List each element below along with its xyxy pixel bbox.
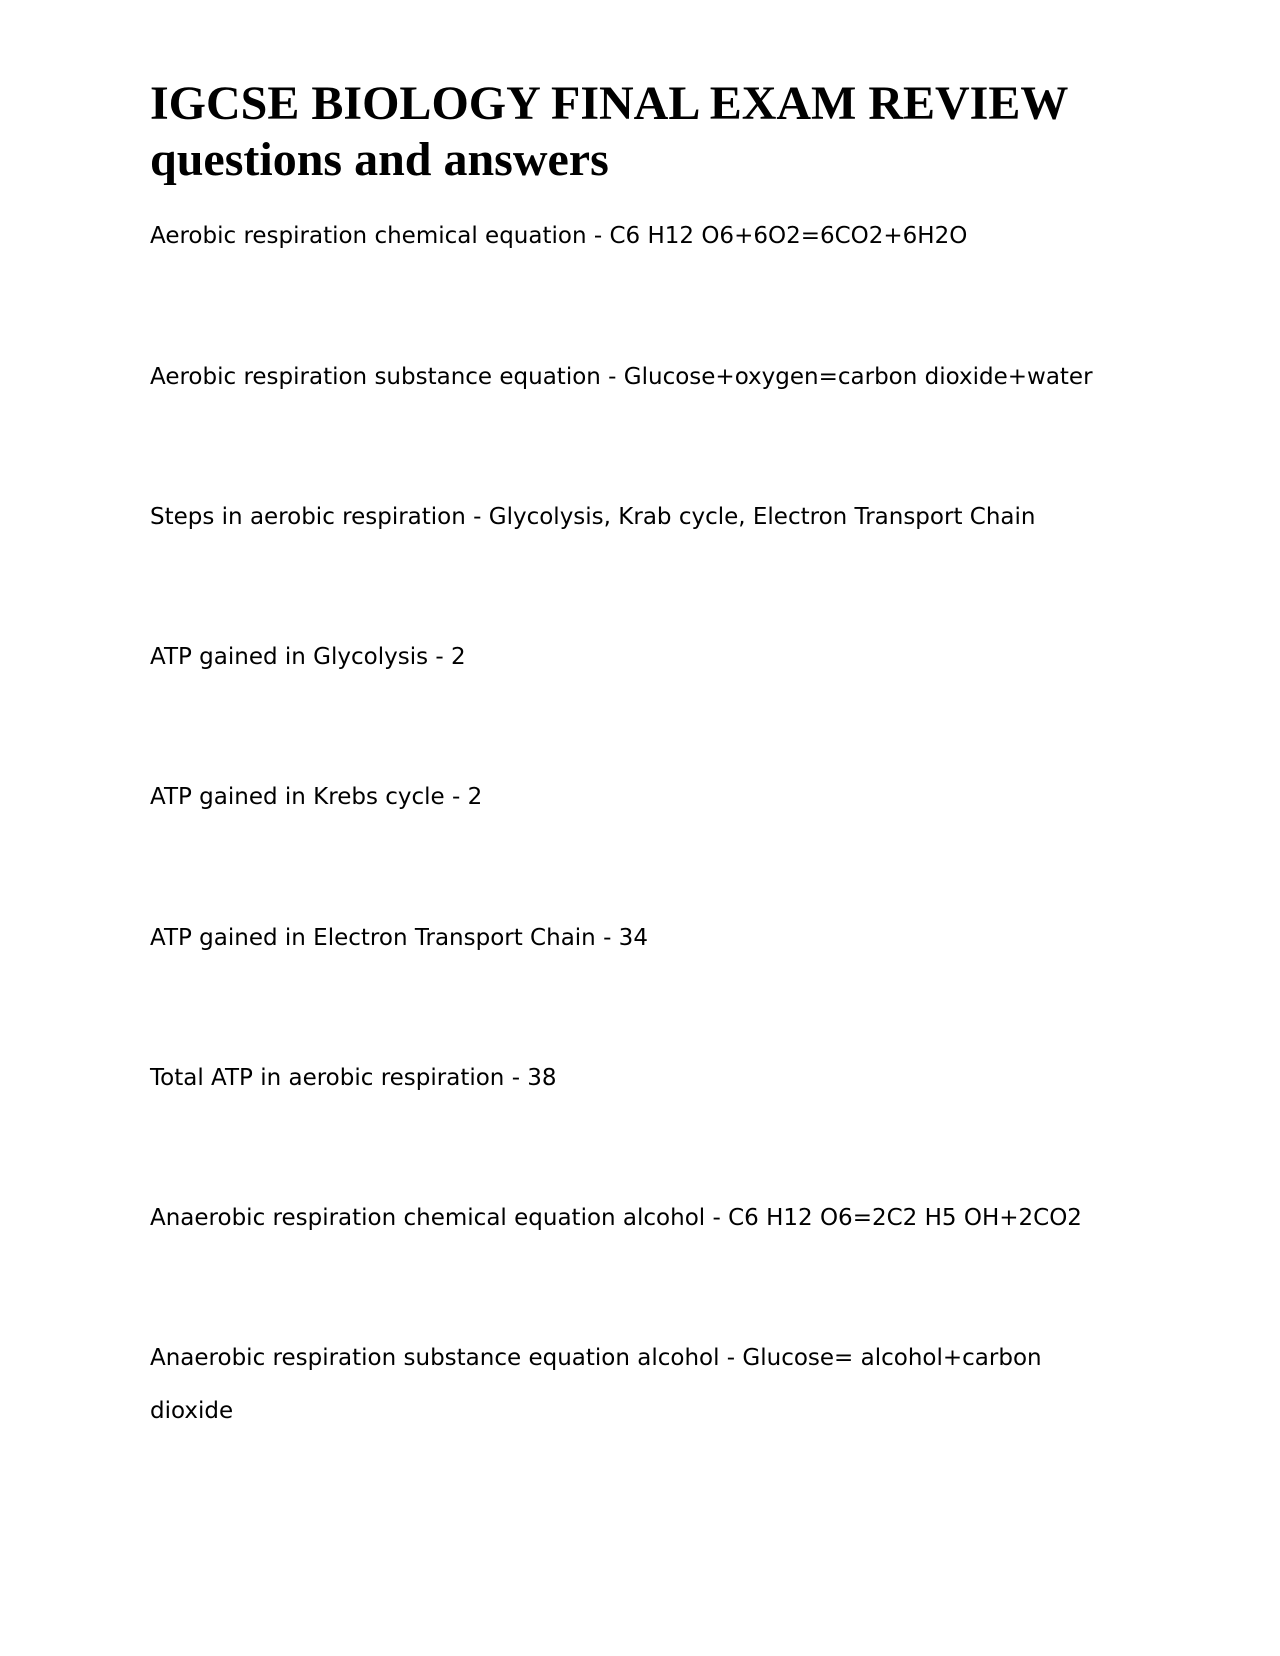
- qa-entry-atp-glycolysis: ATP gained in Glycolysis - 2: [150, 644, 466, 670]
- qa-entry-aerobic-substance: Aerobic respiration substance equation - Glucose+oxygen=carbon dioxide+water: [150, 364, 1093, 390]
- qa-entry-anaerobic-substance: Anaerobic respiration substance equation alcohol - Glucose= alcohol+carbon dioxide: [150, 1345, 1042, 1424]
- title-line-2: questions and answers: [150, 133, 609, 186]
- qa-entry-atp-krebs: ATP gained in Krebs cycle - 2: [150, 784, 483, 810]
- qa-entry-aerobic-chemical: Aerobic respiration chemical equation - C6 H12 O6+6O2=6CO2+6H2O: [150, 223, 968, 249]
- qa-entry-total-atp: Total ATP in aerobic respiration - 38: [150, 1065, 557, 1091]
- document-title: [150, 76, 1150, 188]
- title-line-1: IGCSE BIOLOGY FINAL EXAM REVIEW: [150, 77, 1069, 130]
- qa-entry-anaerobic-chemical: Anaerobic respiration chemical equation alcohol - C6 H12 O6=2C2 H5 OH+2CO2: [150, 1205, 1082, 1231]
- qa-entry-atp-etc: ATP gained in Electron Transport Chain - 34: [150, 925, 648, 951]
- qa-entry-aerobic-steps: Steps in aerobic respiration - Glycolysis, Krab cycle, Electron Transport Chain: [150, 504, 1036, 530]
